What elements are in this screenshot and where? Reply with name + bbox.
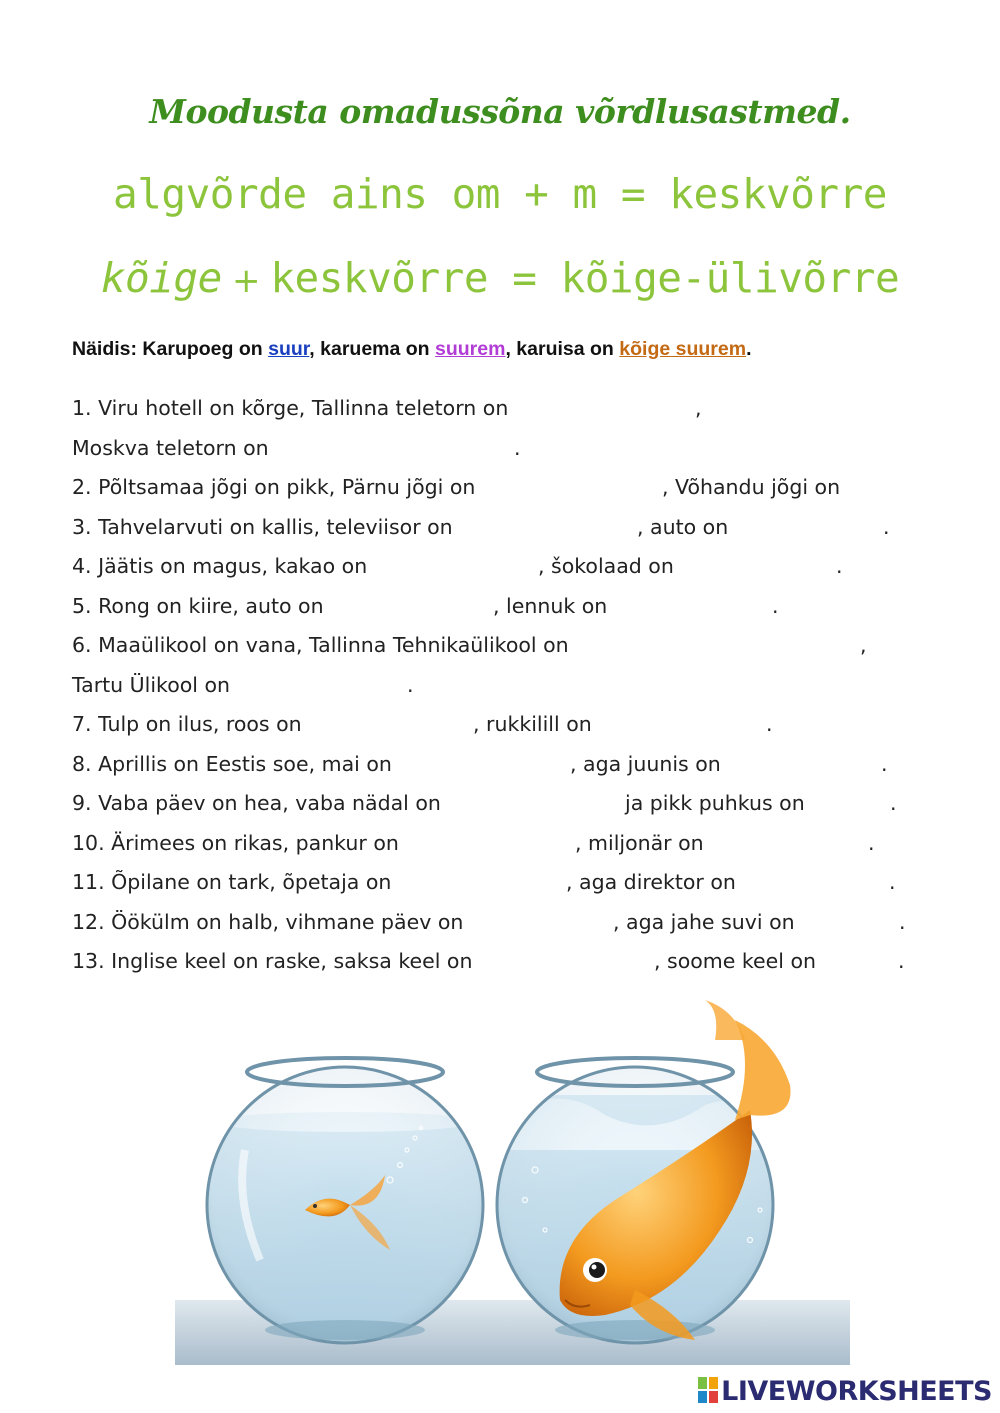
formula-rest: keskvõrre = kõige-ülivõrre bbox=[270, 254, 900, 302]
exercise-text: 12. Öökülm on halb, vihmane päev on bbox=[72, 910, 464, 934]
exercise-text: . bbox=[881, 752, 888, 776]
formula-comparative: algvõrde ains om + m = keskvõrre bbox=[113, 170, 887, 218]
example-text: , karuema on bbox=[309, 338, 436, 360]
exercise-text: , rukkilill on bbox=[473, 712, 592, 736]
exercise-text: . bbox=[836, 554, 843, 578]
exercise-text: 7. Tulp on ilus, roos on bbox=[72, 712, 302, 736]
exercise-text: . bbox=[772, 594, 779, 618]
exercise-text: ja pikk puhkus on bbox=[625, 791, 805, 815]
exercise-text: . bbox=[868, 831, 875, 855]
exercise-text: 2. Põltsamaa jõgi on pikk, Pärnu jõgi on bbox=[72, 475, 476, 499]
exercise-text: Moskva teletorn on bbox=[72, 436, 269, 460]
exercise-text: 1. Viru hotell on kõrge, Tallinna teletorn on bbox=[72, 396, 509, 420]
exercise-text: , aga jahe suvi on bbox=[613, 910, 795, 934]
exercise-text: . bbox=[899, 910, 906, 934]
exercise-text: 13. Inglise keel on raske, saksa keel on bbox=[72, 949, 473, 973]
exercise-text: 6. Maaülikool on vana, Tallinna Tehnikaülikool on bbox=[72, 633, 569, 657]
liveworksheets-logo-icon bbox=[698, 1377, 718, 1403]
example-text: Näidis: Karupoeg on bbox=[72, 338, 269, 360]
liveworksheets-logo bbox=[698, 1376, 992, 1408]
exercise-text: . bbox=[898, 949, 905, 973]
exercise-text: . bbox=[890, 791, 897, 815]
formula-plus: + bbox=[221, 261, 271, 301]
exercise-text: 8. Aprillis on Eestis soe, mai on bbox=[72, 752, 392, 776]
logo-text: LIVEWORKSHEETS bbox=[721, 1376, 992, 1407]
exercise-text: , aga juunis on bbox=[570, 752, 721, 776]
fishbowls-illustration bbox=[175, 1000, 850, 1365]
exercise-text: , Võhandu jõgi on bbox=[662, 475, 841, 499]
exercise-text: , aga direktor on bbox=[566, 870, 736, 894]
exercise-text: 3. Tahvelarvuti on kallis, televiisor on bbox=[72, 515, 453, 539]
exercise-text: 10. Ärimees on rikas, pankur on bbox=[72, 831, 399, 855]
exercise-text: 5. Rong on kiire, auto on bbox=[72, 594, 324, 618]
exercise-text: . bbox=[889, 870, 896, 894]
exercise-text: . bbox=[407, 673, 414, 697]
example-word-superlative: kõige suurem bbox=[619, 338, 747, 360]
exercise-text: . bbox=[883, 515, 890, 539]
exercise-text: , miljonär on bbox=[575, 831, 704, 855]
exercise-text: Tartu Ülikool on bbox=[72, 673, 231, 697]
exercise-text: , bbox=[695, 396, 702, 420]
exercise-text: , lennuk on bbox=[493, 594, 608, 618]
exercise-text: . bbox=[514, 436, 521, 460]
exercise-text: , šokolaad on bbox=[538, 554, 674, 578]
exercise-text: 9. Vaba päev on hea, vaba nädal on bbox=[72, 791, 441, 815]
example-word-comparative: suurem bbox=[435, 338, 506, 360]
exercise-text: 4. Jäätis on magus, kakao on bbox=[72, 554, 368, 578]
exercise-text: 11. Õpilane on tark, õpetaja on bbox=[72, 870, 392, 894]
exercise-text: , bbox=[860, 633, 867, 657]
example-text: . bbox=[746, 338, 752, 360]
exercise-text: , soome keel on bbox=[654, 949, 817, 973]
formula-superlative bbox=[0, 254, 1000, 302]
formula-koige: kõige bbox=[100, 254, 222, 302]
worksheet-title: Moodusta omadussõna võrdlusastmed. bbox=[149, 92, 851, 131]
example-sentence bbox=[72, 338, 751, 361]
example-text: , karuisa on bbox=[505, 338, 620, 360]
example-word-positive: suur bbox=[268, 338, 310, 360]
exercise-text: , auto on bbox=[637, 515, 729, 539]
exercise-text: . bbox=[766, 712, 773, 736]
